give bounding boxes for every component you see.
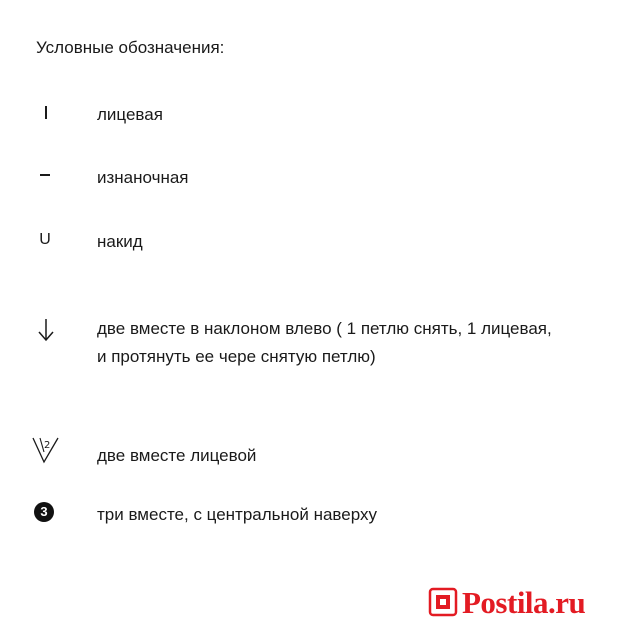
- legend-label-ssk-line1: две вместе в наклоном влево ( 1 петлю снять, 1 лицевая,: [97, 319, 552, 338]
- legend-label-k3tog: три вместе, с центральной наверху: [97, 505, 377, 524]
- k2tog-chevron-icon: [30, 434, 62, 466]
- legend-label-ssk-line2: и протянуть ее чере снятую петлю): [97, 347, 376, 366]
- dash-icon: [38, 164, 52, 188]
- postila-watermark-text: Postila.ru: [462, 585, 586, 620]
- circled-three-icon: [34, 502, 54, 522]
- down-arrow-icon: [36, 317, 56, 343]
- k2tog-count: 2: [44, 440, 51, 451]
- vertical-bar-icon: [40, 101, 52, 125]
- legend-label-k2tog: две вместе лицевой: [97, 446, 257, 465]
- k3tog-count: 3: [34, 502, 54, 522]
- postila-watermark: [428, 585, 628, 625]
- legend-label-yarn-over: накид: [97, 232, 143, 251]
- legend-title: Условные обозначения:: [36, 38, 225, 57]
- yarn-over-u-icon: U: [39, 231, 51, 248]
- legend-label-knit: лицевая: [97, 105, 163, 124]
- postila-logo-icon: [428, 587, 458, 617]
- legend-label-purl: изнаночная: [97, 168, 189, 187]
